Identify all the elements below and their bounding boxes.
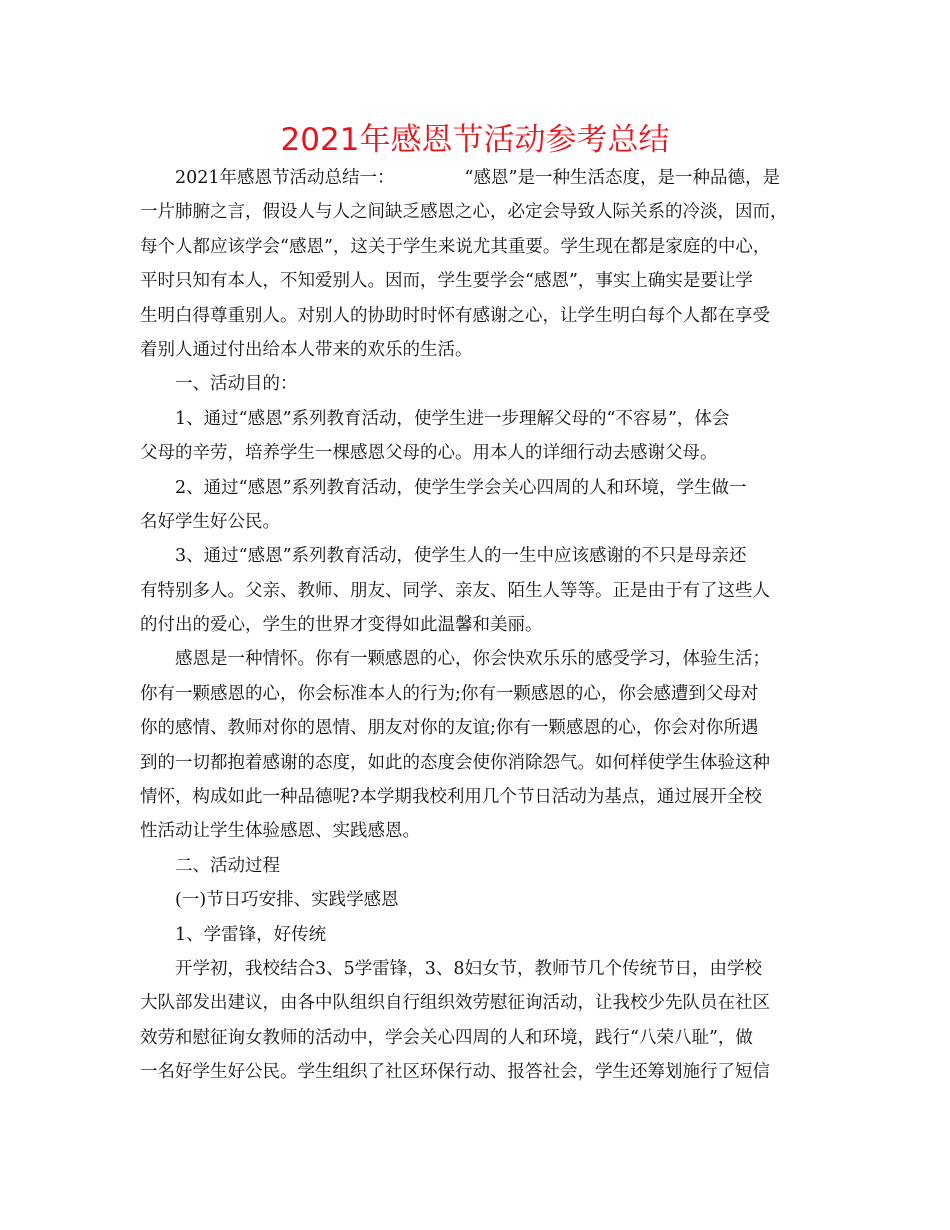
line-text: 你有一颗感恩的心，你会标准本人的行为;你有一颗感恩的心，你会感遭到父母对 [140, 683, 759, 704]
line-text: (一)节日巧安排、实践学感恩 [175, 890, 399, 911]
line-text: 情怀，构成如此一种品德呢?本学期我校利用几个节日活动为基点，通过展开全校 [140, 787, 762, 808]
line-text: 平时只知有本人，不知爱别人。因而，学生要学会“感恩”，事实上确实是要让学 [140, 271, 753, 292]
text-line [140, 677, 815, 711]
text-line [140, 986, 815, 1020]
text-line [140, 195, 815, 229]
text-line [140, 711, 815, 745]
text-line [140, 918, 815, 952]
text-line [140, 952, 815, 986]
line-text: 有特别多人。父亲、教师、朋友、同学、亲友、陌生人等等。正是由于有了这些人 [140, 580, 770, 601]
text-line [140, 1021, 815, 1055]
line-text: 一片肺腑之言，假设人与人之间缺乏感恩之心，必定会导致人际关系的冷淡，因而， [140, 202, 788, 223]
line-text: 3、通过“感恩”系列教育活动，使学生人的一生中应该感谢的不只是母亲还 [175, 546, 747, 567]
line-text: 1、通过“感恩”系列教育活动，使学生进一步理解父母的“不容易”，体会 [175, 408, 730, 429]
line-text: 父母的辛劳，培养学生一棵感恩父母的心。用本人的详细行动去感谢父母。 [140, 443, 718, 464]
text-line [140, 814, 815, 848]
paragraph-lead: 2021年感恩节活动总结一： [175, 168, 395, 188]
line-text: 大队部发出建议，由各中队组织自行组织效劳慰征询活动，让我校少先队员在社区 [140, 993, 770, 1014]
document-body [140, 161, 815, 1090]
text-line [140, 849, 815, 883]
text-line [140, 539, 815, 573]
text-line [140, 402, 815, 436]
line-text: 生明白得尊重别人。对别人的协助时时怀有感谢之心，让学生明白每个人都在享受 [140, 305, 770, 326]
line-text: 1、学雷锋，好传统 [175, 924, 327, 945]
text-line [140, 299, 815, 333]
text-line [140, 883, 815, 917]
line-text: 到的一切都抱着感谢的态度，如此的态度会使你消除怨气。如何样使学生体验这种 [140, 752, 770, 773]
line-text: 一名好学生好公民。学生组织了社区环保行动、报答社会，学生还筹划施行了短信 [140, 1062, 770, 1083]
line-text: 每个人都应该学会“感恩”，这关于学生来说尤其重要。学生现在都是家庭的中心， [140, 236, 771, 257]
line-text: 一、活动目的： [175, 374, 298, 395]
text-line [140, 780, 815, 814]
text-line [140, 746, 815, 780]
line-text: 感恩是一种情怀。你有一颗感恩的心，你会快欢乐乐的感受学习，体验生活； [175, 649, 770, 670]
text-line [140, 574, 815, 608]
line-text: 你的感情、教师对你的恩情、朋友对你的友谊;你有一颗感恩的心，你会对你所遇 [140, 718, 759, 739]
line-text: 效劳和慰征询女教师的活动中，学会关心四周的人和环境，践行“八荣八耻”，做 [140, 1027, 753, 1048]
line-text: 性活动让学生体验感恩、实践感恩。 [140, 821, 420, 842]
text-line [140, 367, 815, 401]
text-line [140, 1055, 815, 1089]
text-line [140, 608, 815, 642]
line-text: 二、活动过程 [175, 855, 280, 876]
text-line [140, 642, 815, 676]
line-text: 着别人通过付出给本人带来的欢乐的生活。 [140, 339, 473, 360]
text-line [140, 333, 815, 367]
text-line [140, 264, 815, 298]
line-text: 2、通过“感恩”系列教育活动，使学生学会关心四周的人和环境，学生做一 [175, 477, 747, 498]
line-text: 名好学生好公民。 [140, 511, 280, 532]
text-line [140, 230, 815, 264]
text-line [140, 471, 815, 505]
line-text: 的付出的爱心，学生的世界才变得如此温馨和美丽。 [140, 615, 543, 636]
text-line [140, 161, 815, 195]
document-title: 2021年感恩节活动参考总结 [280, 122, 670, 158]
text-line [140, 505, 815, 539]
text-line [140, 436, 815, 470]
line-text: “感恩”是一种生活态度，是一种品德，是 [464, 168, 780, 188]
line-text: 开学初，我校结合3、5学雷锋，3、8妇女节，教师节几个传统节日，由学校 [175, 958, 763, 979]
